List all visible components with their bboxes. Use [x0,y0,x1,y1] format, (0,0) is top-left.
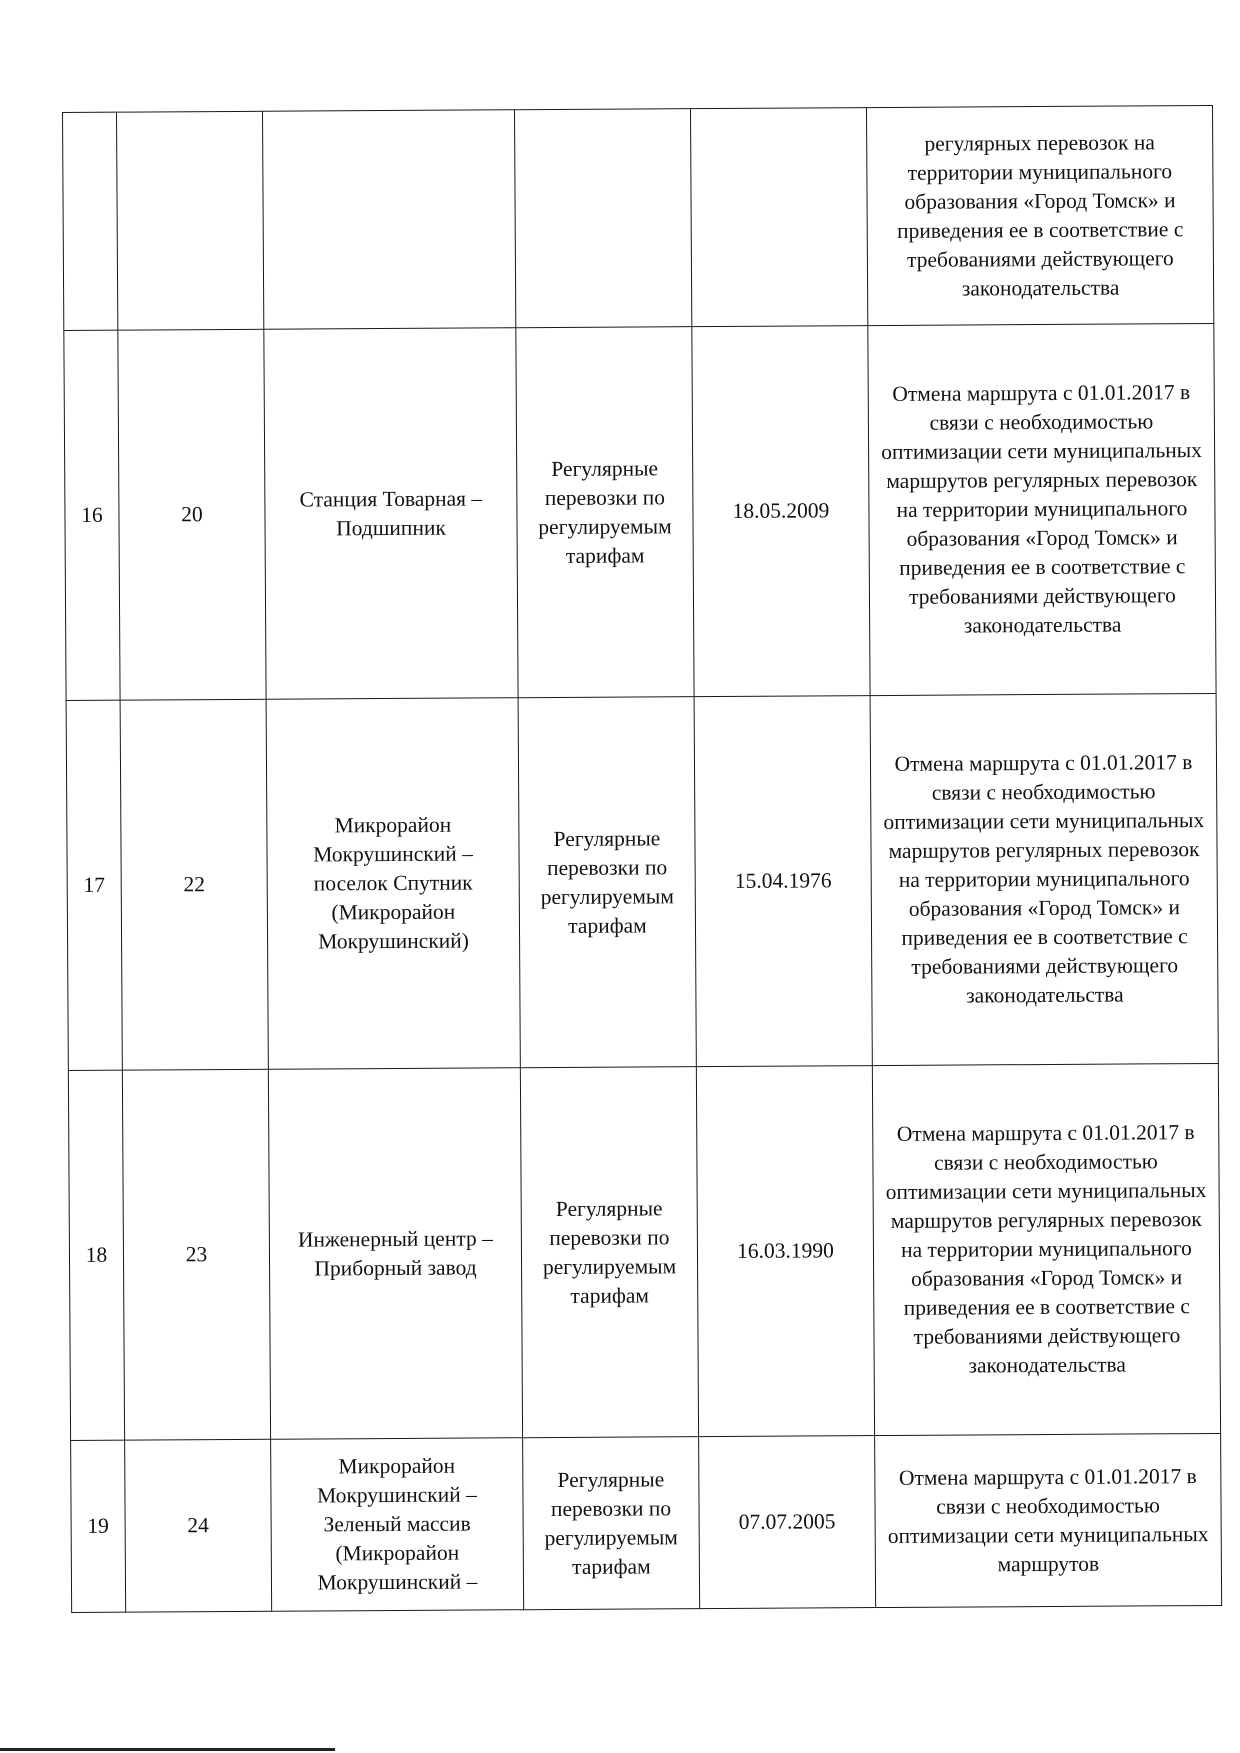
cell-route-number: 24 [125,1439,272,1612]
cell-date: 15.04.1976 [694,696,872,1067]
table-row [64,323,1216,700]
page-bottom-rule [0,1748,335,1751]
table-row-continued [63,105,1214,330]
cell-transport-type [514,109,691,328]
cell-route-name: Инженерный центр – Приборный завод [268,1068,522,1440]
cell-transport-type: Регулярные перевозки по регулируемым тарифам [520,1067,698,1438]
cell-route-name [262,110,515,330]
cell-transport-type: Регулярные перевозки по регулируемым тарифам [516,327,694,698]
cell-note: Отмена маршрута с 01.01.2017 в связи с необходимостью оптимизации сети муниципальных маршрутов [875,1433,1222,1607]
cell-route-name: Станция Товарная – Подшипник [264,328,518,700]
routes-table [62,105,1222,1613]
cell-route-number: 22 [120,699,268,1070]
cell-index: 18 [68,1070,124,1440]
cell-note: Отмена маршрута с 01.01.2017 в связи с необходимостью оптимизации сети муниципальных маршрутов регулярных перевозок на территории муниципального образования «Город Томск» и приведения ее в соответствие с требованиями действующего законодательства [868,323,1216,695]
cell-date: 18.05.2009 [692,326,870,697]
cell-index: 19 [71,1440,126,1612]
table-row [68,1063,1220,1440]
cell-note: Отмена маршрута с 01.01.2017 в связи с необходимостью оптимизации сети муниципальных маршрутов регулярных перевозок на территории муниципального образования «Город Томск» и приведения ее в соответствие с требованиями действующего законодательства [872,1063,1220,1435]
cell-date [690,108,867,327]
cell-transport-type: Регулярные перевозки по регулируемым тарифам [523,1437,700,1610]
cell-route-name: Микрорайон Мокрушинский – Зеленый массив (Микрорайон Мокрушинский – [271,1438,524,1612]
cell-route-number [117,111,264,330]
cell-date: 16.03.1990 [696,1066,874,1437]
cell-date: 07.07.2005 [699,1436,876,1609]
cell-transport-type: Регулярные перевозки по регулируемым тарифам [518,697,696,1068]
cell-note: Отмена маршрута с 01.01.2017 в связи с необходимостью оптимизации сети муниципальных маршрутов регулярных перевозок на территории муниципального образования «Город Томск» и приведения ее в соответствие с требованиями действующего законодательства [870,693,1218,1065]
cell-index: 16 [64,330,120,700]
cell-index [63,112,118,330]
table-row [71,1433,1222,1612]
cell-route-number: 23 [122,1069,270,1440]
cell-route-name: Микрорайон Мокрушинский – поселок Спутник (Микрорайон Мокрушинский) [266,698,520,1070]
cell-route-number: 20 [118,329,266,700]
cell-index: 17 [66,700,122,1070]
table-row [66,693,1218,1070]
cell-note: регулярных перевозок на территории муниципального образования «Город Томск» и приведения ее в соответствие с требованиями действующего законодательства [866,105,1213,325]
